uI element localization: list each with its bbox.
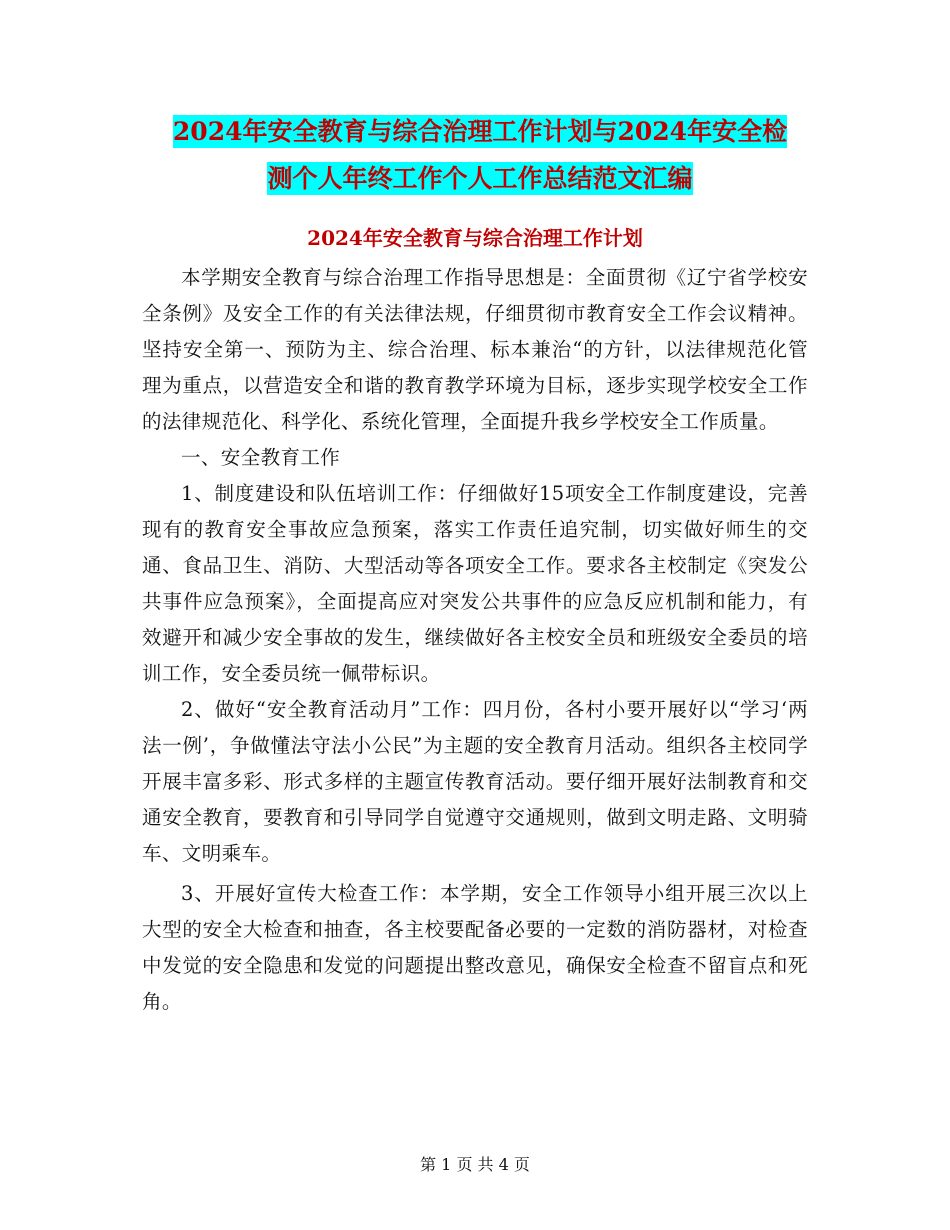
document-title-line-2: 测个人年终工作个人工作总结范文汇编	[267, 164, 693, 193]
document-title-line-1: 2024年安全教育与综合治理工作计划与2024年安全检	[172, 117, 788, 146]
document-title	[140, 108, 820, 202]
document-body	[142, 260, 808, 1020]
section-title: 2024年安全教育与综合治理工作计划	[307, 226, 643, 250]
paragraph-item-3: 3、开展好宣传大检查工作：本学期，安全工作领导小组开展三次以上大型的安全大检查和抽查，各主校要配备必要的一定数的消防器材，对检查中发觉的安全隐患和发觉的问题提出整改意见，确保安全检查不留盲点和死角。	[142, 882, 808, 1013]
paragraph-item-1: 1、制度建设和队伍培训工作：仔细做好15项安全工作制度建设，完善现有的教育安全事故应急预案，落实工作责任追究制，切实做好师生的交通、食品卫生、消防、大型活动等各项安全工作。要求各主校制定《突发公共事件应急预案》，全面提高应对突发公共事件的应急反应机制和能力，有效避开和减少安全事故的发生，继续做好各主校安全员和班级安全委员的培训工作，安全委员统一佩带标识。	[142, 482, 808, 685]
paragraph-guiding-thought: 本学期安全教育与综合治理工作指导思想是：全面贯彻《辽宁省学校安全条例》及安全工作的有关法律法规，仔细贯彻市教育安全工作会议精神。坚持安全第一、预防为主、综合治理、标本兼治“的方针，以法律规范化管理为重点，以营造安全和谐的教育教学环境为目标，逐步实现学校安全工作的法律规范化、科学化、系统化管理，全面提升我乡学校安全工作质量。	[142, 266, 808, 433]
page-footer: 第 1 页 共 4 页	[420, 1155, 530, 1174]
heading-safety-education: 一、安全教育工作	[181, 446, 341, 469]
paragraph-item-2: 2、做好“安全教育活动月”工作：四月份，各村小要开展好以“学习‘两法一例’，争做懂法守法小公民”为主题的安全教育月活动。组织各主校同学开展丰富多彩、形式多样的主题宣传教育活动。要仔细开展好法制教育和交通安全教育，要教育和引导同学自觉遵守交通规则，做到文明走路、文明骑车、文明乘车。	[142, 698, 808, 865]
